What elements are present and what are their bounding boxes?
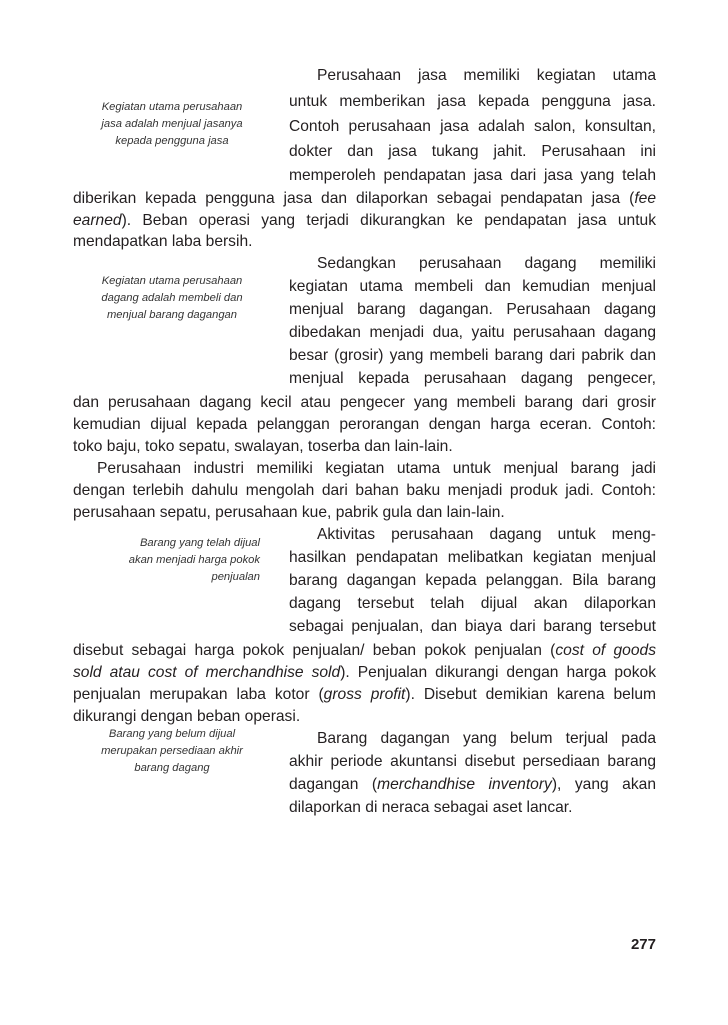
body-line: mendapatkan laba bersih. xyxy=(73,233,253,250)
body-line: earned). Beban operasi yang terjadi dikurangkan ke pendapatan jasa untuk xyxy=(73,212,656,229)
body-line: disebut sebagai harga pokok penjualan/ beban pokok penjualan (cost of goods xyxy=(73,642,656,659)
body-line: kemudian dijual kepada pelanggan perorangan dengan harga eceran. Contoh: xyxy=(73,416,656,433)
body-line: barang dagangan kepada pelanggan. Bila barang xyxy=(289,572,656,589)
body-line: besar (grosir) yang membeli barang dari pabrik dan xyxy=(289,347,656,364)
body-line: memperoleh pendapatan jasa dari jasa yang telah xyxy=(289,167,656,184)
body-line: sebagai penjualan, dan biaya dari barang tersebut xyxy=(289,618,656,635)
page-number: 277 xyxy=(630,936,656,953)
body-line: Perusahaan jasa memiliki kegiatan utama xyxy=(317,67,656,84)
body-line: diberikan kepada pengguna jasa dan dilaporkan sebagai pendapatan jasa (fee xyxy=(73,190,656,207)
sidebar-note-line: merupakan persediaan akhir xyxy=(101,745,243,757)
body-line: dibedakan menjadi dua, yaitu perusahaan dagang xyxy=(289,324,656,341)
sidebar-note-line: Barang yang belum dijual xyxy=(108,728,236,740)
body-line: untuk memberikan jasa kepada pengguna jasa. xyxy=(289,93,656,110)
body-line: dokter dan jasa tukang jahit. Perusahaan ini xyxy=(289,143,656,160)
body-line: akhir periode akuntansi disebut persediaan barang xyxy=(289,753,656,770)
sidebar-note-line: Kegiatan utama perusahaan xyxy=(101,101,243,113)
body-line: toko baju, toko sepatu, swalayan, toserba dan lain-lain. xyxy=(73,438,453,455)
body-line: dan perusahaan dagang kecil atau pengecer yang membeli barang dari grosir xyxy=(73,394,656,411)
body-line: dengan terlebih dahulu mengolah dari bahan baku menjadi produk jadi. Contoh: xyxy=(73,482,656,499)
body-line: Barang dagangan yang belum terjual pada xyxy=(317,730,656,747)
body-line: Aktivitas perusahaan dagang untuk meng- xyxy=(317,526,656,543)
sidebar-note-line: jasa adalah menjual jasanya xyxy=(101,118,243,130)
sidebar-note-line: akan menjadi harga pokok xyxy=(128,554,260,566)
sidebar-note-line: Barang yang telah dijual xyxy=(139,537,260,549)
sidebar-note-line: kepada pengguna jasa xyxy=(115,135,229,147)
sidebar-note-line: Kegiatan utama perusahaan xyxy=(101,275,243,287)
body-line: Contoh perusahaan jasa adalah salon, konsultan, xyxy=(289,118,656,135)
body-line: dilaporkan di neraca sebagai aset lancar. xyxy=(289,799,573,816)
sidebar-note-line: menjual barang dagangan xyxy=(106,309,237,321)
sidebar-note-line: penjualan xyxy=(211,571,260,583)
body-line: hasilkan pendapatan melibatkan kegiatan menjual xyxy=(289,549,656,566)
body-line: Sedangkan perusahaan dagang memiliki xyxy=(317,255,656,272)
body-line: menjual barang dagangan. Perusahaan dagang xyxy=(289,301,656,318)
body-line: penjualan merupakan laba kotor (gross profit). Disebut demikian karena belum xyxy=(73,686,656,703)
body-line: dagangan (merchandhise inventory), yang akan xyxy=(289,776,656,793)
body-line: kegiatan utama membeli dan kemudian menjual xyxy=(289,278,656,295)
body-line: dikurangi dengan beban operasi. xyxy=(73,708,301,725)
body-line: Perusahaan industri memiliki kegiatan utama untuk menjual barang jadi xyxy=(97,460,656,477)
body-line: perusahaan sepatu, perusahaan kue, pabrik gula dan lain-lain. xyxy=(73,504,505,521)
body-line: menjual kepada perusahaan dagang pengecer, xyxy=(289,370,656,387)
body-line: dagang tersebut telah dijual akan dilaporkan xyxy=(289,595,656,612)
sidebar-note-line: dagang adalah membeli dan xyxy=(101,292,243,304)
body-line: sold atau cost of merchandhise sold). Penjualan dikurangi dengan harga pokok xyxy=(73,664,656,681)
sidebar-note-line: barang dagang xyxy=(134,762,210,774)
